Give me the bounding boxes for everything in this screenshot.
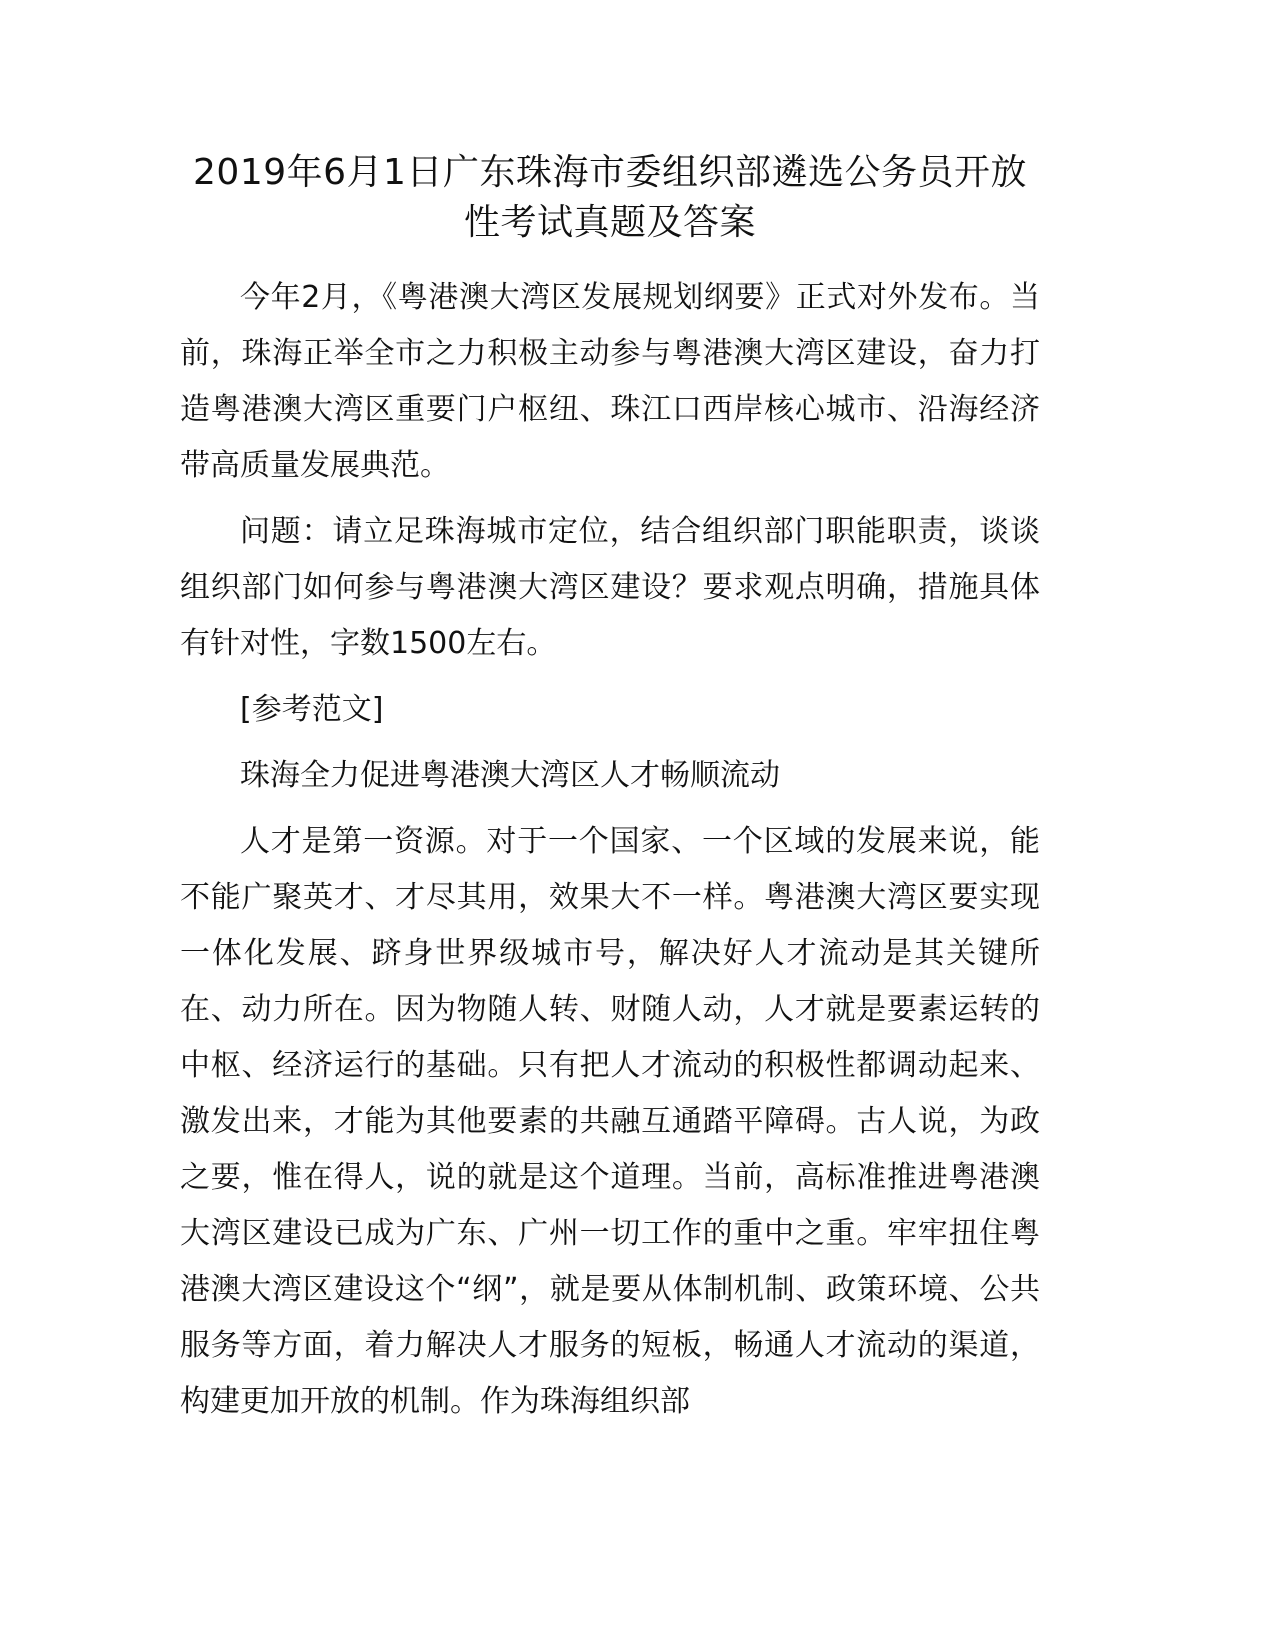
question-paragraph: 问题：请立足珠海城市定位，结合组织部门职能职责，谈谈组织部门如何参与粤港澳大湾区建设？要求观点明确，措施具体有针对性，字数1500左右。 (180, 514, 1040, 661)
essay-title: 珠海全力促进粤港澳大湾区人才畅顺流动 (240, 758, 780, 793)
document-content (180, 148, 1040, 1430)
essay-body-paragraph: 人才是第一资源。对于一个国家、一个区域的发展来说，能不能广聚英才、才尽其用，效果大不一样。粤港澳大湾区要实现一体化发展、跻身世界级城市号，解决好人才流动是其关键所在、动力所在。因为物随人转、财随人动，人才就是要素运转的中枢、经济运行的基础。只有把人才流动的积极性都调动起来、激发出来，才能为其他要素的共融互通踏平障碍。古人说，为政之要，惟在得人，说的就是这个道理。当前，高标准推进粤港澳大湾区建设已成为广东、广州一切工作的重中之重。牢牢扭住粤港澳大湾区建设这个“纲”，就是要从体制机制、政策环境、公共服务等方面，着力解决人才服务的短板，畅通人才流动的渠道，构建更加开放的机制。作为珠海组织部 (180, 824, 1040, 1419)
document-title: 2019年6月1日广东珠海市委组织部遴选公务员开放性考试真题及答案 (193, 152, 1027, 243)
intro-paragraph: 今年2月，《粤港澳大湾区发展规划纲要》正式对外发布。当前，珠海正举全市之力积极主动参与粤港澳大湾区建设，奋力打造粤港澳大湾区重要门户枢纽、珠江口西岸核心城市、沿海经济带高质量发展典范。 (180, 280, 1040, 483)
reference-label: [参考范文] (240, 692, 384, 727)
